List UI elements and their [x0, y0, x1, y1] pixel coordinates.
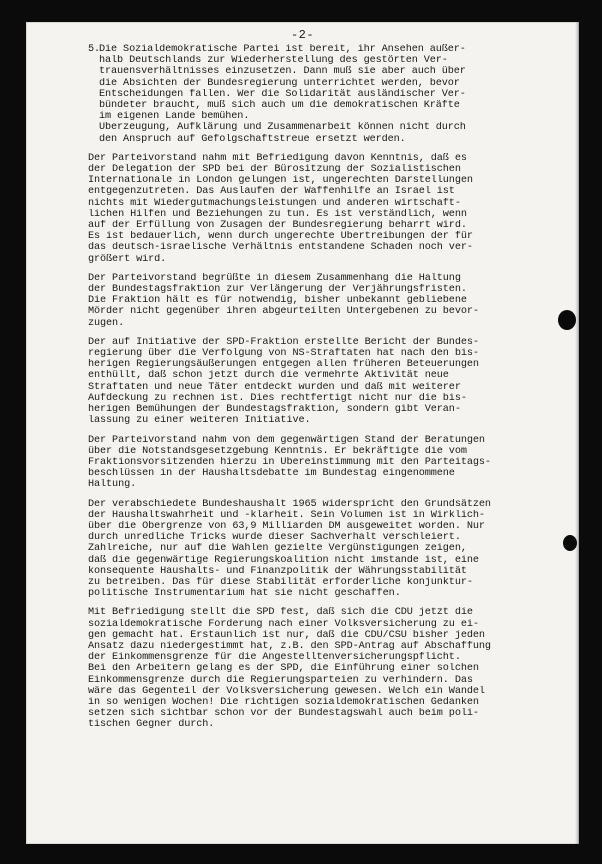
text-line: Straftaten und neue Täter entdeckt wurden und daß mit weiterer: [88, 381, 461, 393]
text-line: Überzeugung, Aufklärung und Zusammenarbeit können nicht durch: [99, 122, 466, 134]
document-page: [26, 22, 579, 844]
text-line: politische Instrumentarium hat sie nicht geschaffen.: [88, 588, 401, 600]
text-line: sozialdemokratische Forderung nach einer Volksversicherung zu ei-: [88, 618, 479, 630]
item-number: 5.: [88, 44, 101, 55]
text-line: tischen Gegner durch.: [88, 719, 215, 731]
text-line: größert wird.: [88, 253, 167, 265]
text-line: die Absichten der Bundesregierung unterrichtet werden, bevor: [99, 77, 460, 89]
text-line: den Anspruch auf Gefolgschaftstreue ersetzt werden.: [99, 133, 406, 145]
text-line: Einkommensgrenze durch die Regierungsparteien zu verhindern. Das: [88, 674, 473, 686]
text-line: Bei den Arbeitern gelang es der SPD, die Einführung einer solchen: [88, 663, 479, 675]
text-line: konsequente Haushalts- und Finanzpolitik der Währungsstabilität: [88, 565, 467, 577]
text-line: im eigenen Lande bemühen.: [99, 111, 250, 123]
text-line: Mörder nicht gegenüber ihren abgeurteilten Untergebenen zu bevor-: [88, 306, 479, 318]
text-line: Entscheidungen fallen. Wer die Solidarität ausländischer Ver-: [99, 88, 466, 100]
text-line: gen gemacht hat. Erstaunlich ist nur, daß die CDU/CSU bisher jeden: [88, 629, 485, 641]
text-line: lassung zu einer weiteren Initiative.: [88, 415, 311, 427]
text-line: das deutsch-israelische Verhältnis entstandene Schaden noch ver-: [88, 242, 473, 254]
text-line: der Haushaltswahrheit und -klarheit. Sein Volumen ist in Wirklich-: [88, 509, 485, 521]
text-line: Haltung.: [88, 479, 137, 491]
text-line: Der Parteivorstand nahm mit Befriedigung davon Kenntnis, daß es: [88, 152, 467, 164]
item-text: [99, 44, 578, 145]
text-line: über die Obergrenze von 63,9 Milliarden DM ausgeweitet worden. Nur: [88, 520, 485, 532]
text-line: herigen Regierungsäußerungen entgegen allen früheren Beteuerungen: [88, 359, 479, 371]
text-line: beschlüssen in der Haushaltsdebatte im Bundestag eingenommene: [88, 468, 455, 480]
page-number: -2-: [290, 28, 315, 42]
paragraph-bundeshaushalt: [88, 499, 578, 600]
text-line: der Einkommensgrenze für die Angestelltenversicherungspflicht.: [88, 652, 461, 664]
document-body: [88, 44, 578, 739]
text-line: bündeter braucht, muß sich auch um die demokratischen Kräfte: [99, 100, 460, 112]
text-line: auf der Erfüllung von Zusagen der Bundesregierung beharrt wird.: [88, 220, 467, 232]
text-line: enthüllt, daß schon jetzt durch die vermehrte Aktivität neue: [88, 370, 449, 382]
paragraph-delegation: [88, 153, 578, 265]
text-line: Internationale in London gelungen ist, ungerechten Darstellungen: [88, 175, 473, 187]
text-line: Es ist bedauerlich, wenn durch ungerechte Übertreibungen der für: [88, 231, 473, 243]
text-line: lichen Hilfen und Beziehungen zu tun. Es ist verständlich, wenn: [88, 208, 467, 220]
text-line: trauensverhältnisses einzusetzen. Dann muß sie aber auch über: [99, 66, 466, 78]
text-line: setzen sich sichtbar schon vor der Bundestagswahl auch beim poli-: [88, 708, 479, 720]
text-line: durch unredliche Tricks wurde dieser Sachverhalt verschleiert.: [88, 532, 461, 544]
text-line: zugen.: [88, 317, 125, 329]
numbered-item-5: [88, 44, 578, 145]
text-line: halb Deutschlands zur Wiederherstellung des gestörten Ver-: [99, 55, 448, 67]
text-line: Aufdeckung zu rechnen ist. Dies rechtfertigt nicht nur die bis-: [88, 392, 467, 404]
text-line: nichts mit Wiedergutmachungsleistungen und anderen wirtschaft-: [88, 197, 461, 209]
punch-hole-mark: [558, 310, 576, 330]
text-line: regierung über die Verfolgung von NS-Straftaten hat nach den bis-: [88, 348, 479, 360]
text-line: in so wenigen Wochen! Die richtigen sozialdemokratischen Gedanken: [88, 696, 479, 708]
text-line: wäre das Gegenteil der Volksversicherung gewesen. Welch ein Wandel: [88, 685, 485, 697]
text-line: Der verabschiedete Bundeshaushalt 1965 widerspricht den Grundsätzen: [88, 498, 491, 510]
text-line: Ansatz dazu niedergestimmt hat, z.B. den SPD-Antrag auf Abschaffung: [88, 640, 491, 652]
paragraph-ns-straftaten: [88, 337, 578, 427]
text-line: der Delegation der SPD bei der Bürositzung der Sozialistischen: [88, 164, 461, 176]
punch-hole-mark: [563, 535, 577, 551]
text-line: Die Fraktion hält es für notwendig, bisher unbekannt gebliebene: [88, 295, 467, 307]
text-line: Der auf Initiative der SPD-Fraktion erstellte Bericht der Bundes-: [88, 336, 479, 348]
text-line: Fraktionsvorsitzenden hierzu in Übereinstimmung mit den Parteitags-: [88, 456, 491, 468]
text-line: Der Parteivorstand nahm von dem gegenwärtigen Stand der Beratungen: [88, 434, 485, 446]
text-line: Der Parteivorstand begrüßte in diesem Zusammenhang die Haltung: [88, 272, 461, 284]
text-line: der Bundestagsfraktion zur Verlängerung der Verjährungsfristen.: [88, 284, 467, 296]
paragraph-verjaehrung: [88, 273, 578, 329]
text-line: entgegenzutreten. Das Auslaufen der Waffenhilfe an Israel ist: [88, 186, 455, 198]
text-line: daß die gegenwärtige Regierungskoalition nicht imstande ist, eine: [88, 554, 479, 566]
text-line: über die Notstandsgesetzgebung Kenntnis. Er bekräftigte die vom: [88, 445, 467, 457]
paragraph-volksversicherung: [88, 607, 578, 730]
text-line: Die Sozialdemokratische Partei ist bereit, ihr Ansehen außer-: [99, 44, 466, 55]
text-line: Mit Befriedigung stellt die SPD fest, daß sich die CDU jetzt die: [88, 607, 473, 619]
text-line: zu betreiben. Das für diese Stabilität erforderliche konjunktur-: [88, 576, 473, 588]
text-line: Zahlreiche, nur auf die Wahlen gezielte Vergünstigungen zeigen,: [88, 543, 467, 555]
text-line: herigen Bemühungen der Bundestagsfraktion, sondern gibt Veran-: [88, 404, 461, 416]
paragraph-notstand: [88, 435, 578, 491]
